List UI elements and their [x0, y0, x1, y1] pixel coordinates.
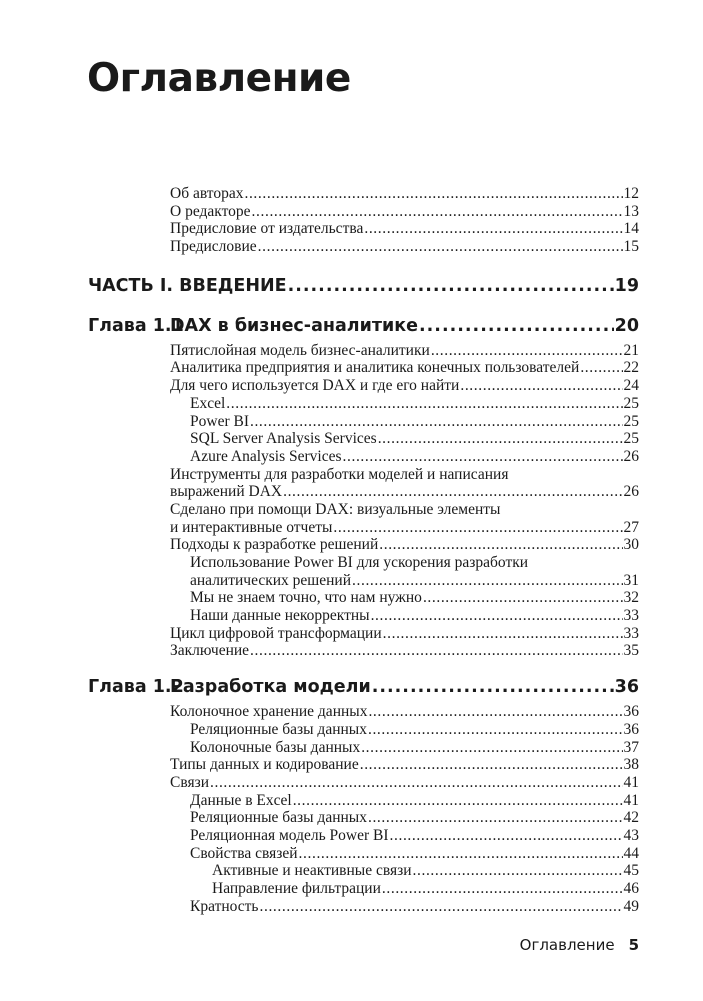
toc-entry[interactable]	[88, 448, 639, 466]
entry-page: 33	[623, 624, 639, 642]
entry-page: 45	[623, 862, 639, 880]
entry-label: Предисловие от издательства	[170, 220, 364, 238]
entry-label: Реляционные базы данных	[190, 809, 367, 827]
table-of-contents	[88, 185, 639, 915]
entry-label: Активные и неактивные связи	[212, 862, 412, 880]
toc-entry[interactable]	[88, 359, 639, 377]
entry-page: 46	[623, 880, 639, 897]
entry-label: Аналитика предприятия и аналитика конечных пользователей	[170, 359, 580, 377]
toc-entry[interactable]	[88, 220, 639, 238]
toc-entry[interactable]	[88, 721, 639, 739]
entry-label: ЧАСТЬ I. ВВЕДЕНИЕ	[88, 275, 287, 296]
entry-label-continued: выражений DAX	[170, 483, 283, 501]
entry-page: 26	[623, 483, 639, 501]
entry-label: SQL Server Analysis Services	[190, 430, 377, 448]
entry-page: 14	[623, 220, 639, 238]
toc-entry[interactable]	[88, 238, 639, 256]
toc-chapter[interactable]	[88, 674, 639, 700]
dot-leader	[343, 448, 623, 466]
entry-label: Заключение	[170, 642, 250, 660]
entry-page: 20	[614, 315, 639, 336]
entry-label: Power BI	[190, 412, 249, 430]
entry-label: Цикл цифровой трансформации	[170, 624, 382, 642]
entry-label-continued: аналитических решений	[190, 571, 352, 589]
entry-page: 35	[623, 642, 639, 660]
entry-page: 32	[623, 589, 639, 607]
entry-label: Связи	[170, 773, 209, 791]
entry-page: 31	[623, 571, 639, 589]
entry-page: 25	[623, 430, 639, 448]
chapter-number: Глава 1.2	[88, 677, 184, 698]
dot-leader	[372, 674, 614, 700]
entry-label: Подходы к разработке решений	[170, 536, 379, 554]
dot-leader	[379, 536, 622, 554]
toc-entry[interactable]	[88, 203, 639, 221]
entry-label: Колоночные базы данных	[190, 738, 361, 756]
entry-page: 25	[623, 412, 639, 430]
entry-label: Предисловие	[170, 238, 257, 256]
toc-entry[interactable]	[88, 519, 639, 537]
entry-page: 37	[623, 738, 639, 756]
dot-leader	[368, 721, 623, 739]
toc-entry[interactable]	[88, 483, 639, 501]
entry-label: Колоночное хранение данных	[170, 703, 368, 721]
toc-entry-line[interactable]	[88, 554, 639, 572]
entry-label-continued: и интерактивные отчеты	[170, 518, 333, 536]
toc-part[interactable]	[88, 273, 639, 299]
entry-page: 41	[623, 791, 639, 809]
dot-leader	[288, 273, 614, 299]
entry-label: Мы не знаем точно, что нам нужно	[190, 589, 422, 607]
entry-label: Типы данных и кодирование	[170, 756, 359, 774]
dot-leader	[368, 703, 622, 721]
entry-label: Кратность	[190, 897, 259, 915]
toc-entry[interactable]	[88, 342, 639, 360]
entry-label: Наши данные некорректны	[190, 607, 370, 625]
entry-page: 41	[623, 773, 639, 791]
entry-page: 26	[623, 447, 639, 465]
entry-page: 22	[623, 359, 639, 377]
toc-entry-line[interactable]	[88, 501, 639, 519]
entry-label: Реляционная модель Power BI	[190, 826, 389, 844]
toc-entry[interactable]	[88, 703, 639, 721]
dot-leader	[580, 359, 622, 377]
dot-leader	[382, 880, 623, 898]
dot-leader	[333, 519, 622, 537]
entry-page: 21	[623, 341, 639, 359]
entry-page: 36	[614, 677, 639, 698]
entry-page: 13	[623, 202, 639, 220]
entry-label: Excel	[190, 394, 226, 412]
toc-entry[interactable]	[88, 845, 639, 863]
page-number: 5	[628, 936, 639, 954]
entry-label: О редакторе	[170, 202, 251, 220]
entry-label: Сделано при помощи DAX: визуальные элементы	[170, 500, 501, 518]
dot-leader	[383, 625, 623, 643]
toc-entry[interactable]	[88, 739, 639, 757]
dot-leader	[293, 792, 623, 810]
toc-entry[interactable]	[88, 377, 639, 395]
toc-entry[interactable]	[88, 898, 639, 916]
entry-page: 19	[614, 275, 639, 296]
dot-leader	[378, 430, 623, 448]
dot-leader	[371, 607, 623, 625]
toc-entry[interactable]	[88, 809, 639, 827]
toc-entry[interactable]	[88, 792, 639, 810]
entry-page: 49	[623, 897, 639, 915]
dot-leader	[299, 845, 623, 863]
dot-leader	[250, 642, 622, 660]
entry-page: 44	[623, 844, 639, 862]
entry-page: 30	[623, 536, 639, 554]
toc-entry[interactable]	[88, 589, 639, 607]
entry-page: 36	[623, 703, 639, 721]
toc-entry[interactable]	[88, 625, 639, 643]
dot-leader	[260, 898, 623, 916]
dot-leader	[390, 827, 623, 845]
entry-label: Azure Analysis Services	[190, 447, 342, 465]
entry-label: Для чего используется DAX и где его найти	[170, 377, 460, 395]
chapter-number: Глава 1.1	[88, 315, 184, 336]
dot-leader	[283, 483, 622, 501]
toc-entry[interactable]	[88, 430, 639, 448]
dot-leader	[423, 589, 623, 607]
dot-leader	[361, 739, 622, 757]
entry-label: Использование Power BI для ускорения разработки	[190, 554, 529, 571]
entry-page: 38	[623, 756, 639, 774]
entry-page: 33	[623, 607, 639, 625]
dot-leader	[368, 809, 623, 827]
dot-leader	[460, 377, 622, 395]
dot-leader	[360, 756, 623, 774]
toc-entry[interactable]	[88, 774, 639, 792]
toc-entry[interactable]	[88, 862, 639, 880]
toc-entry[interactable]	[88, 185, 639, 203]
toc-entry[interactable]	[88, 413, 639, 431]
dot-leader	[431, 342, 623, 360]
dot-leader	[352, 572, 622, 590]
toc-entry[interactable]	[88, 642, 639, 660]
dot-leader	[419, 313, 614, 339]
toc-entry[interactable]	[88, 536, 639, 554]
entry-page: 36	[623, 720, 639, 738]
entry-label: Данные в Excel	[190, 791, 292, 809]
entry-label: Об авторах	[170, 185, 244, 202]
dot-leader	[250, 413, 623, 431]
dot-leader	[258, 238, 623, 256]
dot-leader	[413, 862, 623, 880]
page-title: Оглавление	[87, 56, 351, 101]
dot-leader	[210, 774, 623, 792]
toc-entry[interactable]	[88, 395, 639, 413]
toc-entry[interactable]	[88, 827, 639, 845]
footer-section: Оглавление	[519, 936, 615, 954]
entry-label: Направление фильтрации	[212, 880, 381, 897]
entry-page: 27	[623, 518, 639, 536]
entry-label: Пятислойная модель бизнес-аналитики	[170, 341, 430, 359]
toc-entry[interactable]	[88, 572, 639, 590]
entry-page: 12	[623, 185, 639, 202]
toc-entry[interactable]	[88, 756, 639, 774]
running-footer	[520, 936, 639, 954]
entry-label: Разработка модели	[170, 677, 371, 698]
entry-page: 24	[623, 377, 639, 395]
entry-label: DAX в бизнес-аналитике	[170, 315, 419, 336]
dot-leader	[226, 395, 622, 413]
dot-leader	[252, 203, 623, 221]
dot-leader	[244, 185, 622, 203]
entry-page: 25	[623, 394, 639, 412]
entry-label: Реляционные базы данных	[190, 720, 367, 738]
entry-page: 15	[623, 238, 639, 256]
entry-label: Инструменты для разработки моделей и написания	[170, 465, 509, 483]
entry-page: 42	[623, 809, 639, 827]
entry-label: Свойства связей	[190, 844, 298, 862]
toc-entry-line[interactable]	[88, 466, 639, 484]
toc-entry[interactable]	[88, 607, 639, 625]
toc-entry[interactable]	[88, 880, 639, 898]
entry-page: 43	[623, 826, 639, 844]
toc-chapter[interactable]	[88, 313, 639, 339]
dot-leader	[364, 220, 622, 238]
